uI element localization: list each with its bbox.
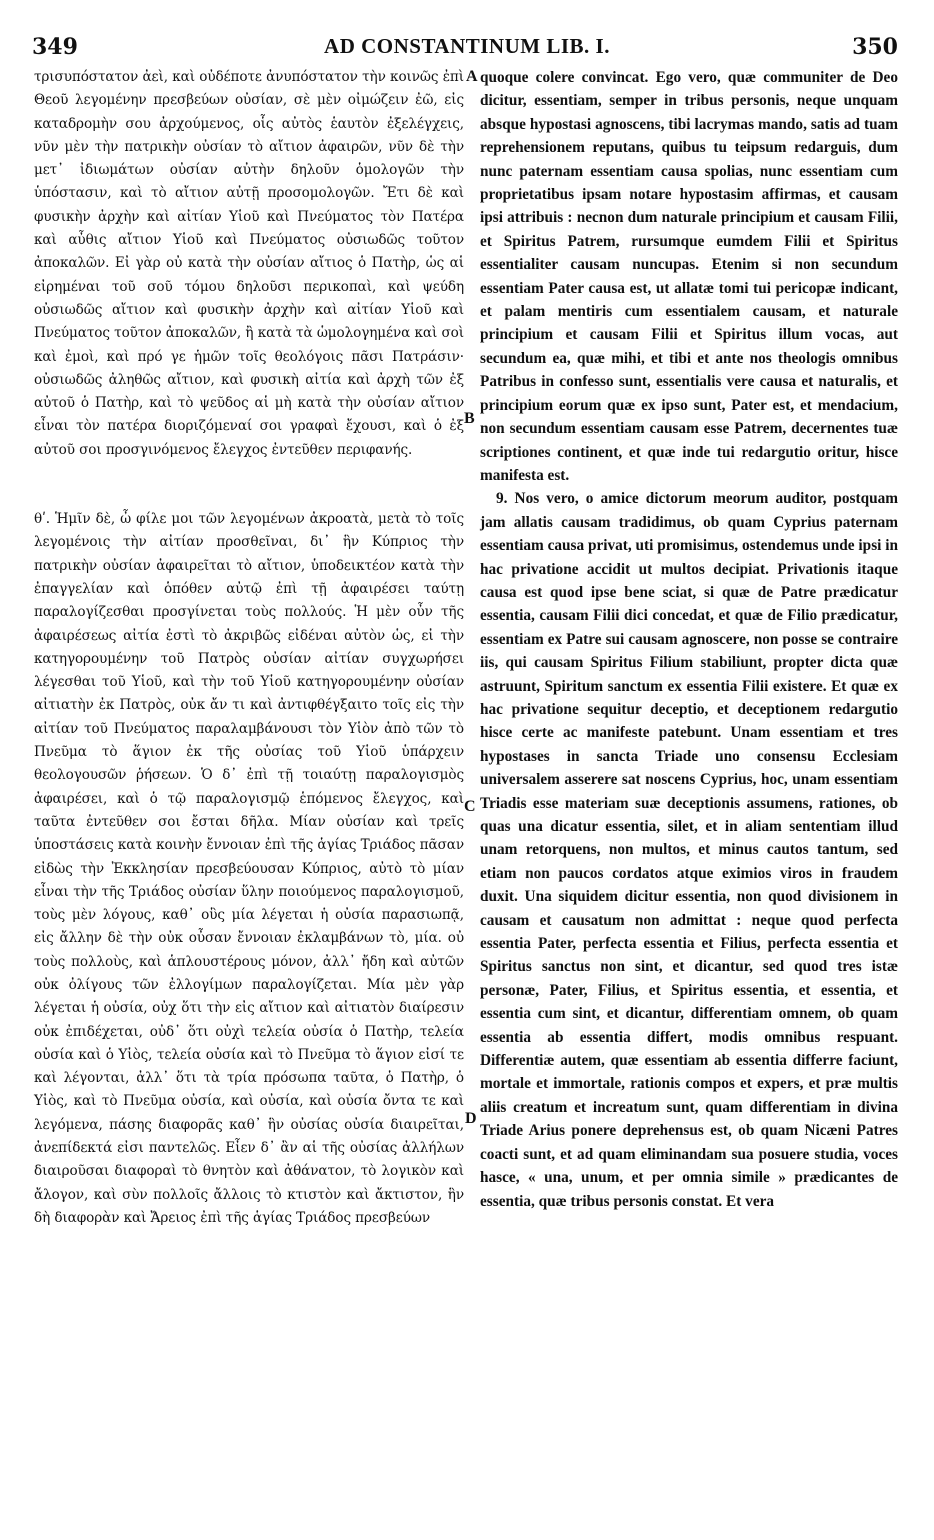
latin-paragraph-2: 9. Nos vero, o amice dictorum meorum auditor, postquam jam allatis causam tradidimus, ob quam Cyprius paternam essentiam causa privat, uti promisimus, ostendemus unde ipsi in hac privatione accidit ut multos decipiat. Privationis itaque causa est quod ipse bene sciat, si quæ de Patre prædicatur essentia, causam Filii dici concedat, et quæ de Filio prædicatur, essentiam ex Patre sui causam agnoscere, non posse se contraire iis, qui causam Spiritus Filium stabiliunt, propter dicta quæ astruunt, Spiritum sanctum ex essentia Filii existere. Et quæ ex hac privatione sequitur deceptio, et deceptionem redargutio hisce certe ac manifeste patebunt. Unam essentiam et tres hypostases in sancta Triade uno consensu Ecclesiam universalem asserere sat noscens Cyprius, hoc, unam essentiam Triadis esse materiam suæ deceptionis assumens, rationes, ob quas una dicatur essentia, silet, et in aliam sententiam illud unam retorquens, non multos, et minus cautos tantum, sed etiam non paucos cordatos atque eximios viros in fraudem duxit. Una siquidem dicitur essentia, non quod divisionem in causam et causatum non admittat : neque quod perfecta essentia Pater, perfecta essentia et Filius, perfecta essentia et Spiritus sanctus non sint, et dicantur, sed quod tres istæ personæ, Pater, Filius, et Spiritus essentia, et essentia, et essentia cum sint, et dicantur, differentiam omnem, ob quam essentia ab essentia differt, modis omnibus respuant. Differentiæ autem, quæ essentiam ab essentia differre faciunt, mortale et immortale, rationis compos et expers, et præ multis aliis creatum et increatum sunt, quam differentiam in divina Triade Arius ponere deprehensus est, ob quam Nicæni Patres coacti sunt, et ad quam eliminandam sua posuere studia, voces hasce, « una, unum, et per omnia simile » prædicantes de essentia, quæ tribus personis constat. Et vera xyxy=(480,490,898,1210)
page-number-left: 349 xyxy=(32,34,78,60)
running-title: AD CONSTANTINUM LIB. I. xyxy=(324,34,610,58)
latin-paragraph-1: quoque colere convincat. Ego vero, quæ communiter de Deo dicitur, essentiam, semper in tribus personis, neque unquam absque hypostasi agnoscens, tibi lacrymas mando, satis ad tuam reprehensionem reputans, quibus tu teipsum redarguis, dum nunc paternam essentiam causa spolias, nunc essentiam cum proprietatibus ipsam notare hypostasim affirmas, et causam ipsi attribuis : necnon dum naturale principium et causam Filii, et Spiritus Patrem, rursumque eumdem Filii et Spiritus essentialiter causam nuncupas. Etenim si non secundum essentiam Pater causa est, ut allatæ tomi tui pericopæ indicant, et palam mentiris cum essentialem causam, et naturale principium et causam Filii et Spiritus illum vocas, aut secundum ea, quæ mihi, et tibi et ante nos theologis omnibus Patribus in confesso sunt, essentialis vere causa et naturalis, et principium eorum quæ ex ipso sunt, Pater est, et mendacium, non secundum essentiam causam esse Patrem, decernentes tuæ scriptiones continent, et quæ inde tui redargutio oritur, hisce manifesta est. xyxy=(480,69,898,484)
greek-paragraph-2: θʹ. Ἡμῖν δὲ, ὦ φίλε μοι τῶν λεγομένων ἀκροατὰ, μετὰ τὸ τοῖς λεγομένοις τὴν αἰτίαν προσθεῖναι, δι᾽ ἣν Κύπριος τὴν πατρικὴν οὐσίαν ἀφαιρεῖται τὸ αἴτιον, ὑποδεικτέον κατὰ τὴν ἐπαγγελίαν καὶ ὁπόθεν αὐτῷ ἐπὶ τῇ ἀφαιρέσει ταύτῃ παραλογίζεσθαι προσγίνεται τοὺς πολλούς. Ἡ μὲν οὖν τῆς ἀφαιρέσεως αἰτία ἐστὶ τὸ ἀκριβῶς εἰδέναι αὐτὸν ὡς, εἰ τὴν κατηγορουμένην τοῦ Πατρὸς οὐσίαν αἰτίαν συγχωρήσει λέγεσθαι τοῦ Υἱοῦ, καὶ τὴν τοῦ Υἱοῦ κατηγορουμένην οὐσίαν αἰτιατὴν ἐκ Πατρὸς, οὐκ ἄν τι καὶ ἀντιφθέγξαιτο τοῖς εἰς τὴν αἰτίαν τοῦ Πνεύματος παραλαμβάνουσι τὸν Υἱὸν ἀπὸ τῶν τὸ Πνεῦμα τὸ ἅγιον ἐκ τῆς οὐσίας τοῦ Υἱοῦ ὑπάρχειν θεολογουσῶν ῥήσεων. Ὁ δ᾽ ἐπὶ τῇ τοιαύτῃ παραλογισμὸς ἀφαιρέσει, καὶ ὁ τῷ παραλογισμῷ ἑπόμενος ἔλεγχος, καὶ ταῦτα ἐντεῦθεν σοι ἔσται δῆλα. Μίαν οὐσίαν καὶ τρεῖς ὑποστάσεις κατὰ κοινὴν ἔννοιαν ἐπὶ τῆς ἁγίας Τριάδος πᾶσαν εἰδὼς τὴν Ἐκκλησίαν πρεσβεύουσαν Κύπριος, αὐτὸ τὸ μίαν εἶναι τὴν τῆς Τριάδος οὐσίαν ὕλην ποιούμενος παραλογισμοῦ, τοὺς μὲν λόγους, καθ᾽ οὓς μία λέγεται ἡ οὐσία παρασιωπᾷ, εἰς ἄλλην δὲ τὴν οὐκ οὖσαν ἔννοιαν ἐκλαμβάνων τὸ, μία. οὐ τοὺς πολλοὺς, καὶ ἁπλουστέρους μόνον, ἀλλ᾽ ἤδη καὶ αὐτῶν οὐκ ὀλίγους τῶν ἐλλογίμων παραλογίζεται. Μία μὲν γὰρ λέγεται ἡ οὐσία, οὐχ ὅτι τὴν εἰς αἴτιον καὶ αἰτιατὸν διαίρεσιν οὐκ ἐπιδέχεται, οὐδ᾽ ὅτι οὐχὶ τελεία οὐσία ὁ Πατὴρ, τελεία οὐσία καὶ ὁ Υἱὸς, τελεία οὐσία καὶ τὸ Πνεῦμα τὸ ἅγιον εἰσί τε καὶ λέγονται, ἀλλ᾽ ὅτι τὰ τρία πρόσωπα ταῦτα, ὁ Πατὴρ, ὁ Υἱὸς, καὶ τὸ Πνεῦμα οὐσία, καὶ οὐσία, καὶ οὐσία ὄντα τε καὶ λεγόμενα, πάσης διαφορᾶς καθ᾽ ἣν οὐσίας οὐσία διαιρεῖται, ἀνεπίδεκτά εἰσι παντελῶς. Εἶεν δ᾽ ἂν αἱ τῆς οὐσίας ἀλλήλων διαιροῦσαι διαφοραὶ τὸ θνητὸν καὶ ἀθάνατον, τὸ λογικὸν καὶ ἄλογον, καὶ σὺν πολλοῖς ἄλλοις τὸ κτιστὸν καὶ ἄκτιστον, ἣν δὴ διαφορὰν καὶ Ἄρειος ἐπὶ τῆς ἁγίας Τριάδος πρεσβεύων xyxy=(34,511,464,1226)
margin-marker-b: B xyxy=(464,410,475,427)
margin-marker-c: C xyxy=(464,798,476,815)
page-number-right: 350 xyxy=(852,34,898,60)
margin-marker-a: A xyxy=(466,68,478,85)
latin-column xyxy=(480,66,898,1213)
greek-paragraph-1: τρισυπόστατον ἀεὶ, καὶ οὐδέποτε ἀνυπόστατον τὴν κοινῶς ἐπὶ Θεοῦ λεγομένην πρεσβεύων οὐσίαν, σὲ μὲν οἰμώζειν ἐῶ, εἰς καταδρομὴν σου ἀρχούμενος, οἷς αὐτὸς ἑαυτὸν ἐξελέγχεις, νῦν μὲν τὴν πατρικὴν οὐσίαν τὸ αἴτιον ἀφαιρῶν, νῦν δὲ τὴν μετ᾽ ἰδιωμάτων οὐσίαν αὐτὴν δηλοῦν ὁμολογῶν τὴν ὑπόστασιν, καὶ τὸ αἴτιον αὐτῇ προσομολογῶν. Ἔτι δὲ καὶ φυσικὴν ἀρχὴν καὶ αἰτίαν Υἱοῦ καὶ Πνεύματος τὸν Πατέρα καὶ αὖθις αἴτιον Υἱοῦ καὶ Πνεύματος οὐσιωδῶς τοῦτον ἀποκαλῶν. Εἰ γὰρ οὐ κατὰ τὴν οὐσίαν αἴτιος ὁ Πατὴρ, ὡς αἱ εἰρημέναι τοῦ σοῦ τόμου δηλοῦσι περικοπαὶ, καὶ ψεύδη οὐσιωδῶς αἴτιον καὶ φυσικὴν ἀρχὴν καὶ αἰτίαν Υἱοῦ καὶ Πνεύματος τοῦτον ἀποκαλῶν, ἢ κατὰ τὰ ὡμολογημένα καὶ σοὶ καὶ ἐμοὶ, καὶ πρό γε ἡμῶν τοῖς θεολόγοις πᾶσι Πατράσιν· οὐσιωδῶς ἀληθῶς αἴτιον, καὶ φυσικὴ αἰτία καὶ ἀρχὴ τῶν ἐξ αὐτοῦ ὁ Πατὴρ, καὶ τὸ ψεῦδος αἱ μὴ κατὰ τὴν οὐσίαν αἴτιον εἶναι τὸν πατέρα διοριζόμεναί σοι γραφαὶ ἔχουσι, καὶ ὁ ἐξ αὐτοῦ σοι προσγινόμενος ἔλεγχος ἐντεῦθεν περιφανής. xyxy=(34,69,464,458)
greek-column xyxy=(34,66,464,1230)
margin-marker-d: D xyxy=(465,1110,477,1127)
paragraph-spacer xyxy=(34,462,464,508)
